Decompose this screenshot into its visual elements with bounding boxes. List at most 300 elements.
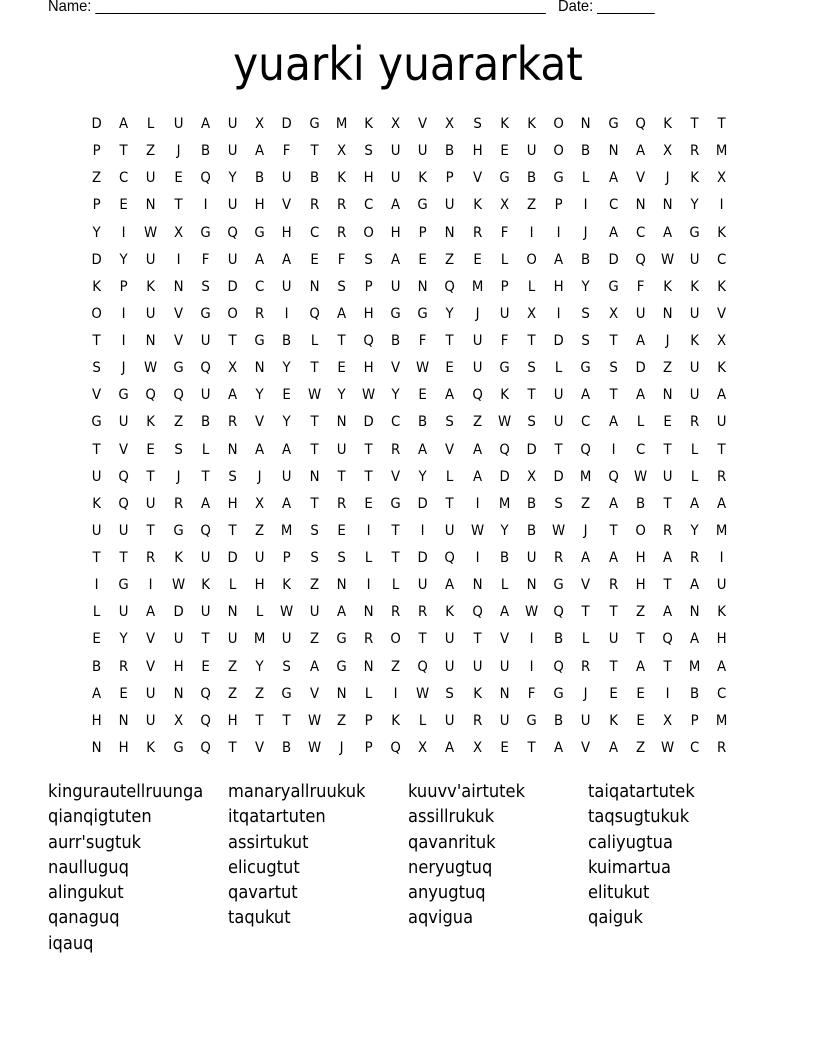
grid-letter: X	[391, 116, 401, 132]
grid-letter: G	[390, 305, 401, 322]
grid-letter: R	[717, 468, 727, 485]
grid-letter: G	[336, 658, 347, 675]
grid-letter: R	[690, 414, 700, 431]
grid-letter: T	[337, 468, 346, 485]
grid-letter: M	[580, 468, 592, 485]
grid-letter: U	[390, 143, 401, 160]
grid-letter: Q	[200, 170, 211, 187]
grid-letter: N	[417, 278, 428, 295]
grid-letter: U	[581, 712, 591, 729]
grid-letter: G	[689, 224, 700, 241]
grid-letter: K	[500, 116, 509, 132]
grid-letter: F	[500, 333, 509, 349]
grid-letter: U	[608, 631, 619, 648]
grid-letter: B	[527, 522, 537, 539]
grid-letter: U	[227, 143, 238, 160]
word-list-item: qianqigtuten	[48, 807, 152, 828]
grid-letter: P	[282, 550, 291, 566]
grid-letter: R	[146, 550, 156, 566]
grid-letter: R	[472, 712, 482, 729]
grid-letter: Y	[391, 387, 400, 404]
grid-letter: I	[366, 522, 371, 539]
grid-letter: Q	[471, 387, 483, 404]
grid-letter: D	[499, 468, 510, 485]
grid-letter: S	[201, 278, 210, 295]
grid-letter: T	[310, 143, 319, 160]
grid-letter: T	[92, 441, 101, 458]
grid-letter: U	[499, 712, 510, 729]
word-list-item: elicugtut	[228, 857, 300, 878]
grid-letter: N	[499, 685, 510, 702]
grid-letter: L	[147, 116, 155, 132]
grid-letter: C	[717, 251, 727, 268]
grid-letter: U	[445, 522, 455, 539]
grid-letter: J	[475, 305, 480, 322]
grid-letter: O	[363, 224, 374, 241]
grid-letter: I	[529, 631, 534, 648]
grid-letter: Q	[553, 604, 565, 621]
grid-letter: U	[200, 333, 211, 349]
grid-letter: A	[662, 224, 673, 241]
grid-letter: P	[364, 712, 373, 729]
grid-letter: U	[499, 305, 510, 322]
grid-letter: S	[608, 360, 618, 377]
grid-letter: T	[581, 604, 591, 621]
grid-letter: A	[227, 387, 238, 404]
grid-letter: O	[553, 116, 565, 132]
word-list	[48, 781, 768, 958]
grid-letter: E	[473, 251, 482, 268]
grid-letter: K	[690, 333, 700, 349]
grid-letter: S	[228, 468, 237, 485]
grid-letter: E	[201, 658, 210, 675]
grid-letter: A	[336, 604, 346, 621]
grid-letter: M	[281, 522, 293, 539]
grid-letter: A	[255, 251, 265, 268]
grid-letter: A	[690, 495, 700, 512]
grid-letter: G	[200, 224, 211, 241]
word-list-item: assillrukuk	[408, 807, 495, 828]
grid-letter: A	[255, 143, 265, 160]
grid-letter: K	[472, 685, 482, 702]
grid-letter: A	[554, 251, 564, 268]
word-list-item: caliyugtua	[588, 832, 673, 853]
grid-letter: A	[608, 495, 618, 512]
grid-letter: I	[121, 305, 126, 322]
grid-letter: U	[282, 170, 292, 187]
grid-letter: T	[663, 495, 672, 512]
grid-letter: B	[200, 414, 210, 431]
grid-letter: L	[582, 631, 590, 648]
grid-letter: B	[581, 251, 591, 268]
grid-letter: E	[663, 414, 672, 431]
grid-letter: R	[309, 197, 319, 214]
grid-letter: I	[556, 305, 561, 322]
word-list-item: iqauq	[48, 933, 94, 954]
grid-letter: U	[417, 143, 428, 160]
word-list-item: itqatartuten	[228, 807, 326, 828]
grid-letter: R	[690, 143, 700, 160]
grid-letter: P	[119, 278, 128, 295]
word-list-item: manaryallruukuk	[228, 782, 366, 802]
grid-letter: T	[609, 604, 618, 621]
grid-letter: U	[499, 658, 510, 675]
grid-letter: G	[172, 739, 184, 756]
grid-letter: T	[255, 712, 264, 729]
grid-letter: S	[173, 441, 183, 458]
grid-letter: B	[309, 170, 319, 187]
grid-letter: A	[690, 631, 700, 648]
grid-letter: U	[390, 278, 401, 295]
grid-letter: S	[581, 333, 591, 349]
grid-letter: E	[636, 685, 645, 702]
grid-letter: K	[500, 387, 509, 404]
grid-letter: O	[526, 251, 537, 268]
grid-letter: S	[445, 414, 455, 431]
grid-letter: X	[336, 143, 346, 160]
grid-letter: K	[146, 414, 156, 431]
word-list-item: anyugtuq	[408, 883, 486, 904]
grid-letter: H	[254, 197, 265, 214]
grid-letter: L	[527, 278, 536, 295]
grid-letter: Q	[635, 251, 646, 268]
grid-letter: H	[227, 712, 238, 729]
word-list-item: taqsugtukuk	[588, 807, 690, 828]
grid-letter: E	[418, 387, 428, 404]
grid-letter: N	[526, 577, 537, 594]
date-field-line[interactable]: _______	[597, 0, 655, 15]
grid-letter: Q	[200, 739, 211, 756]
grid-letter: D	[526, 441, 537, 458]
grid-letter: Z	[227, 685, 238, 702]
grid-letter: R	[581, 658, 591, 675]
grid-letter: H	[254, 577, 265, 594]
grid-letter: E	[309, 251, 319, 268]
grid-letter: W	[361, 387, 376, 404]
grid-letter: T	[391, 522, 400, 539]
grid-letter: C	[635, 224, 645, 241]
grid-letter: T	[418, 631, 427, 648]
grid-letter: H	[363, 170, 374, 187]
grid-letter: A	[336, 305, 346, 322]
grid-letter: Z	[309, 631, 319, 648]
grid-letter: Q	[200, 360, 211, 377]
grid-letter: K	[200, 577, 210, 594]
grid-letter: N	[472, 577, 483, 594]
grid-letter: X	[418, 739, 428, 756]
grid-letter: C	[635, 441, 645, 458]
grid-letter: J	[339, 739, 344, 756]
grid-letter: N	[689, 604, 700, 621]
grid-letter: E	[173, 170, 183, 187]
grid-letter: U	[200, 387, 211, 404]
grid-letter: U	[717, 414, 727, 431]
grid-letter: Y	[282, 360, 291, 377]
grid-letter: H	[363, 305, 374, 322]
grid-letter: D	[91, 116, 102, 132]
grid-letter: V	[146, 658, 156, 675]
grid-letter: U	[445, 197, 455, 214]
grid-letter: U	[553, 387, 564, 404]
grid-letter: Q	[580, 441, 592, 458]
grid-letter: X	[227, 360, 238, 377]
grid-letter: U	[689, 387, 700, 404]
name-field-line[interactable]: _______________________________________________________	[95, 0, 546, 15]
grid-letter: N	[145, 333, 156, 349]
grid-letter: X	[173, 712, 183, 729]
grid-letter: C	[717, 685, 727, 702]
grid-letter: U	[91, 468, 102, 485]
grid-letter: N	[336, 577, 347, 594]
grid-letter: G	[390, 495, 401, 512]
grid-letter: P	[690, 712, 699, 729]
grid-letter: S	[337, 550, 346, 566]
grid-letter: V	[146, 631, 156, 648]
grid-letter: R	[391, 441, 401, 458]
grid-letter: T	[146, 522, 156, 539]
grid-letter: P	[92, 143, 101, 160]
grid-letter: E	[636, 712, 645, 729]
grid-letter: L	[92, 604, 101, 621]
grid-letter: M	[716, 522, 728, 539]
grid-letter: C	[363, 197, 374, 214]
grid-letter: K	[391, 712, 401, 729]
grid-letter: N	[363, 658, 374, 675]
grid-letter: A	[635, 333, 645, 349]
grid-letter: N	[309, 468, 320, 485]
grid-letter: K	[92, 495, 101, 512]
grid-letter: A	[445, 739, 455, 756]
grid-letter: U	[173, 116, 184, 132]
grid-letter: Z	[227, 658, 238, 675]
grid-letter: M	[253, 631, 266, 648]
grid-letter: R	[363, 631, 374, 648]
grid-letter: W	[633, 468, 647, 485]
grid-letter: C	[119, 170, 129, 187]
grid-letter: T	[609, 522, 618, 539]
grid-letter: I	[203, 197, 208, 214]
grid-letter: L	[256, 604, 264, 621]
grid-letter: J	[121, 360, 126, 377]
grid-letter: K	[445, 604, 455, 621]
grid-letter: V	[391, 468, 401, 485]
grid-letter: U	[118, 522, 129, 539]
grid-letter: E	[282, 387, 292, 404]
grid-letter: L	[446, 468, 454, 485]
grid-letter: E	[119, 685, 128, 702]
grid-letter: U	[717, 577, 727, 594]
grid-letter: U	[227, 116, 238, 132]
grid-letter: A	[608, 550, 618, 566]
grid-letter: X	[608, 305, 618, 322]
grid-letter: H	[472, 143, 483, 160]
grid-letter: B	[499, 550, 509, 566]
grid-letter: R	[717, 739, 727, 756]
grid-letter: O	[91, 305, 102, 322]
grid-letter: F	[283, 143, 291, 160]
grid-letter: H	[118, 739, 129, 756]
grid-letter: H	[227, 495, 238, 512]
grid-letter: A	[499, 604, 509, 621]
name-date-header	[48, 0, 692, 20]
grid-letter: L	[500, 251, 509, 268]
grid-letter: M	[335, 116, 348, 132]
grid-letter: G	[254, 224, 265, 241]
grid-letter: J	[583, 685, 588, 702]
grid-letter: U	[526, 550, 537, 566]
grid-letter: R	[391, 604, 401, 621]
grid-letter: F	[419, 333, 427, 349]
grid-letter: E	[608, 685, 618, 702]
grid-letter: D	[553, 468, 564, 485]
grid-letter: L	[201, 441, 210, 458]
grid-letter: T	[174, 197, 183, 214]
grid-letter: I	[529, 224, 534, 241]
grid-letter: A	[92, 685, 102, 702]
grid-letter: L	[500, 577, 509, 594]
grid-letter: D	[635, 360, 646, 377]
grid-letter: V	[499, 631, 509, 648]
grid-letter: C	[309, 224, 319, 241]
grid-letter: G	[281, 685, 293, 702]
grid-letter: Q	[145, 387, 157, 404]
grid-letter: V	[581, 577, 591, 594]
grid-letter: V	[445, 441, 455, 458]
grid-letter: I	[665, 685, 670, 702]
grid-letter: G	[607, 278, 619, 295]
grid-letter: W	[552, 522, 566, 539]
grid-letter: K	[663, 278, 672, 295]
grid-letter: N	[608, 143, 619, 160]
grid-letter: K	[717, 224, 727, 241]
grid-letter: V	[92, 387, 102, 404]
grid-letter: K	[173, 550, 183, 566]
grid-letter: U	[146, 712, 156, 729]
grid-letter: U	[254, 550, 265, 566]
grid-letter: T	[146, 468, 156, 485]
grid-letter: A	[608, 170, 618, 187]
word-list-item: taiqatartutek	[588, 782, 695, 802]
grid-letter: R	[336, 495, 346, 512]
grid-letter: T	[228, 333, 237, 349]
grid-letter: S	[581, 305, 591, 322]
grid-letter: Z	[581, 495, 591, 512]
grid-letter: B	[527, 170, 537, 187]
grid-letter: R	[608, 577, 618, 594]
grid-letter: U	[118, 604, 129, 621]
grid-letter: Z	[173, 414, 183, 431]
grid-letter: V	[391, 360, 401, 377]
date-label: Date:	[557, 0, 594, 15]
grid-letter: U	[445, 631, 455, 648]
grid-letter: K	[336, 170, 346, 187]
grid-letter: G	[172, 522, 184, 539]
grid-letter: H	[716, 631, 727, 648]
grid-letter: B	[554, 712, 564, 729]
grid-letter: R	[173, 495, 183, 512]
grid-letter: Y	[500, 522, 509, 539]
grid-letter: O	[390, 631, 401, 648]
grid-letter: L	[228, 577, 237, 594]
grid-letter: A	[717, 658, 727, 675]
grid-letter: G	[254, 333, 265, 349]
grid-letter: Y	[92, 224, 101, 241]
grid-letter: F	[527, 685, 536, 702]
grid-letter: T	[663, 577, 672, 594]
grid-letter: X	[662, 712, 673, 729]
name-label: Name:	[48, 0, 92, 15]
grid-letter: B	[554, 631, 564, 648]
grid-letter: V	[472, 170, 482, 187]
grid-letter: Z	[391, 658, 401, 675]
grid-letter: U	[635, 305, 646, 322]
grid-letter: Q	[553, 658, 565, 675]
grid-letter: A	[581, 387, 591, 404]
grid-letter: A	[608, 224, 618, 241]
grid-letter: L	[691, 441, 699, 458]
grid-letter: G	[580, 360, 592, 377]
grid-letter: J	[583, 224, 588, 241]
grid-letter: Q	[499, 441, 510, 458]
grid-letter: T	[310, 495, 319, 512]
grid-letter: A	[635, 658, 645, 675]
grid-letter: V	[173, 305, 183, 322]
grid-letter: B	[690, 685, 700, 702]
grid-letter: D	[608, 251, 619, 268]
grid-letter: A	[391, 197, 401, 214]
grid-letter: H	[635, 550, 646, 566]
grid-letter: X	[472, 739, 482, 756]
grid-letter: L	[310, 333, 318, 349]
grid-letter: A	[635, 143, 645, 160]
grid-letter: I	[611, 441, 616, 458]
grid-letter: H	[363, 360, 374, 377]
grid-letter: Q	[390, 739, 401, 756]
grid-letter: G	[553, 577, 564, 594]
grid-letter: U	[146, 495, 156, 512]
grid-letter: N	[662, 197, 673, 214]
grid-letter: F	[636, 278, 645, 295]
grid-letter: U	[146, 170, 156, 187]
grid-letter: V	[418, 116, 428, 132]
grid-letter: D	[91, 251, 102, 268]
grid-letter: W	[497, 414, 511, 431]
word-list-item: qavanrituk	[408, 832, 496, 853]
letter-grid	[83, 114, 736, 765]
word-list-item: qaiguk	[588, 908, 643, 929]
grid-letter: A	[119, 116, 129, 132]
grid-letter: A	[309, 658, 319, 675]
grid-letter: U	[689, 360, 700, 377]
grid-letter: R	[227, 414, 238, 431]
grid-letter: W	[416, 360, 430, 377]
grid-letter: J	[176, 143, 181, 160]
grid-letter: Z	[146, 143, 156, 160]
grid-letter: I	[121, 333, 126, 349]
grid-letter: G	[91, 414, 102, 431]
grid-letter: T	[364, 468, 373, 485]
grid-letter: D	[173, 604, 184, 621]
grid-letter: P	[364, 739, 373, 756]
grid-letter: U	[526, 143, 537, 160]
grid-letter: K	[690, 278, 700, 295]
word-list-item: assirtukut	[228, 832, 309, 853]
grid-letter: U	[146, 251, 156, 268]
grid-letter: V	[717, 305, 727, 322]
grid-letter: I	[284, 305, 289, 322]
grid-letter: Y	[445, 305, 455, 322]
grid-letter: Y	[119, 631, 128, 648]
